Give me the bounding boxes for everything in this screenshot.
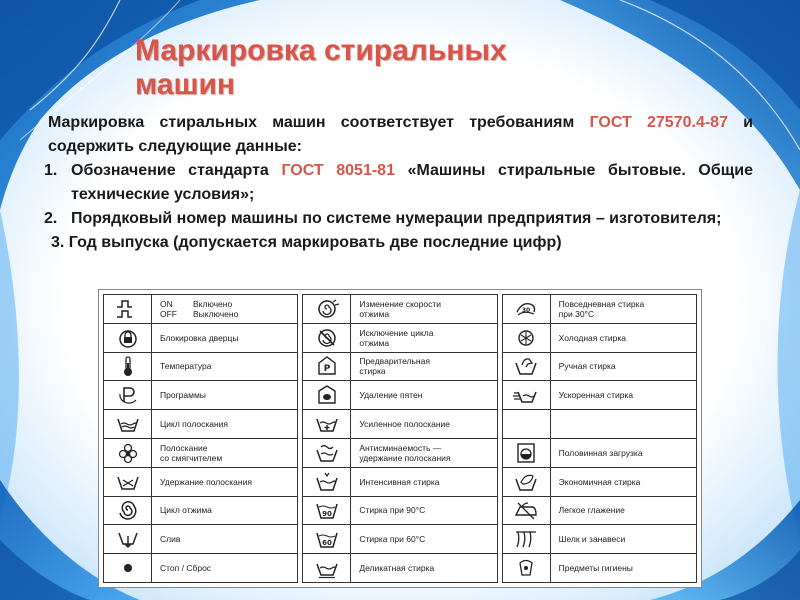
slide-title: Маркировка стиральных машин: [135, 34, 507, 101]
symbol-label: Стирка при 90°C: [359, 505, 426, 516]
requirements-list: [44, 159, 753, 231]
table-row: [503, 410, 696, 439]
svg-text:P: P: [323, 364, 331, 375]
table-row: [503, 381, 696, 410]
program-p-icon: [114, 384, 142, 406]
symbol-label: Холодная стирка: [558, 332, 626, 343]
eco-wash-icon: [512, 471, 540, 493]
spin-speed-icon: [313, 298, 341, 320]
symbol-label: Цикл отжима: [160, 505, 212, 516]
hand-wash-icon: [512, 355, 540, 377]
table-row: [104, 468, 297, 497]
quick-wash-icon: [512, 384, 540, 406]
table-row: [104, 497, 297, 526]
table-row: [503, 497, 696, 526]
svg-text:30: 30: [521, 306, 531, 314]
table-row: [503, 554, 696, 582]
table-row: [503, 324, 696, 353]
symbol-label: Удаление пятен: [359, 390, 423, 401]
list-item-number: 1.: [44, 162, 58, 179]
door-lock-icon: [114, 327, 142, 349]
symbol-label: Экономичная стирка: [558, 476, 641, 487]
gost-27570: ГОСТ 27570.4-87: [589, 114, 728, 131]
symbols-column-1: [103, 294, 298, 583]
symbol-label: Слив: [160, 534, 181, 545]
rinse-cycle-icon: [114, 413, 142, 435]
off-label: Выключено: [193, 308, 239, 319]
table-row: [104, 525, 297, 554]
half-load-icon: [512, 442, 540, 464]
symbols-column-2: [302, 294, 497, 583]
symbol-label: Программы: [160, 390, 206, 401]
symbol-label: Предварительная стирка: [359, 356, 430, 377]
softener-flower-icon: [114, 442, 142, 464]
stop-dot-icon: [114, 557, 142, 579]
intensive-wash-icon: [313, 471, 341, 493]
daily-wash-icon: [512, 298, 540, 320]
table-row: [104, 439, 297, 468]
no-spin-icon: [313, 327, 341, 349]
symbol-label: Интенсивная стирка: [359, 476, 440, 487]
symbol-label: [551, 410, 696, 438]
year-line: 3. Год выпуска (допускается маркировать две последние цифр): [51, 234, 562, 251]
table-row: [104, 381, 297, 410]
gost-8051: ГОСТ 8051-81: [281, 162, 395, 179]
table-row: [303, 381, 496, 410]
symbol-label: Усиленное полоскание: [359, 419, 451, 430]
stain-icon: [313, 384, 341, 406]
anti-crease-icon: [313, 442, 341, 464]
spin-spiral-icon: [114, 499, 142, 521]
symbol-label: Цикл полоскания: [160, 419, 229, 430]
symbol-label: Блокировка дверцы: [160, 332, 239, 343]
symbol-label: Полоскание со смягчителем: [160, 442, 223, 463]
symbol-label: Исключение цикла отжима: [359, 327, 434, 348]
table-row: [503, 468, 696, 497]
wash-90-icon: [313, 499, 341, 521]
table-row: [303, 439, 496, 468]
list-item: [44, 159, 753, 207]
silk-curtain-icon: [512, 528, 540, 550]
table-row: [303, 554, 496, 582]
table-row: [303, 295, 496, 324]
body-text: [44, 111, 754, 255]
table-row: [303, 468, 496, 497]
symbol-label: Ручная стирка: [558, 361, 616, 372]
rinse-hold-icon: [114, 471, 142, 493]
list-item-text-before: Обозначение стандарта: [71, 162, 282, 179]
symbol-label: Удержание полоскания: [160, 476, 252, 487]
table-row: [503, 295, 696, 324]
table-row: [303, 353, 496, 382]
cold-wash-icon: [512, 327, 540, 349]
intro-text-before: Маркировка стиральных машин соответствует требованиям: [48, 114, 590, 131]
thermometer-icon: [114, 355, 142, 377]
symbol-label: Температура: [160, 361, 212, 372]
table-row: [503, 525, 696, 554]
symbol-label: Стирка при 60°C: [359, 534, 426, 545]
symbol-label: Антисминаемость — удержание полоскания: [359, 442, 451, 463]
table-row: [104, 410, 297, 439]
symbol-label: Ускоренная стирка: [558, 390, 634, 401]
list-item-number: 2.: [44, 210, 58, 227]
hygiene-items-icon: [512, 557, 540, 579]
table-row: [303, 525, 496, 554]
intro-text-after: и содержить следующие данные:: [48, 114, 754, 155]
drain-icon: [114, 528, 142, 550]
on-label: Включено: [193, 298, 233, 309]
symbol-label: Изменение скорости отжима: [359, 298, 441, 319]
marking-symbols-table: [98, 289, 702, 588]
table-row: [104, 295, 297, 324]
table-row: [503, 439, 696, 468]
symbol-label: Легкое глажение: [558, 505, 625, 516]
on-off-icon: [114, 298, 142, 320]
table-row: [503, 353, 696, 382]
table-row: [104, 353, 297, 382]
symbol-label: Предметы гигиены: [558, 563, 633, 574]
symbol-label: Половинная загрузка: [558, 447, 643, 458]
on-text: ON: [160, 298, 173, 309]
list-item-text-after: «Машины стиральные бытовые. Общие технические условия»;: [71, 162, 753, 203]
table-row: [303, 497, 496, 526]
table-row: [104, 324, 297, 353]
svg-text:90: 90: [321, 510, 332, 519]
svg-text:60: 60: [321, 539, 332, 548]
easy-iron-icon: [512, 499, 540, 521]
prewash-icon: [313, 355, 341, 377]
symbol-label: Стоп / Сброс: [160, 563, 212, 574]
table-row: [303, 410, 496, 439]
symbol-label: Деликатная стирка: [359, 563, 435, 574]
symbol-label: Повседневная стирка при 30°C: [558, 298, 645, 319]
symbol-label: Шелк и занавеси: [558, 534, 626, 545]
off-text: OFF: [160, 308, 177, 319]
list-item: [44, 207, 753, 231]
extra-rinse-icon: [313, 413, 341, 435]
table-row: [303, 324, 496, 353]
wash-60-icon: [313, 528, 341, 550]
table-row: [104, 554, 297, 582]
delicate-wash-icon: [313, 557, 341, 579]
list-item-text: Порядковый номер машины по системе нумерации предприятия – изготовителя;: [71, 210, 722, 227]
intro-paragraph: [48, 111, 753, 159]
symbols-column-3: [502, 294, 697, 583]
